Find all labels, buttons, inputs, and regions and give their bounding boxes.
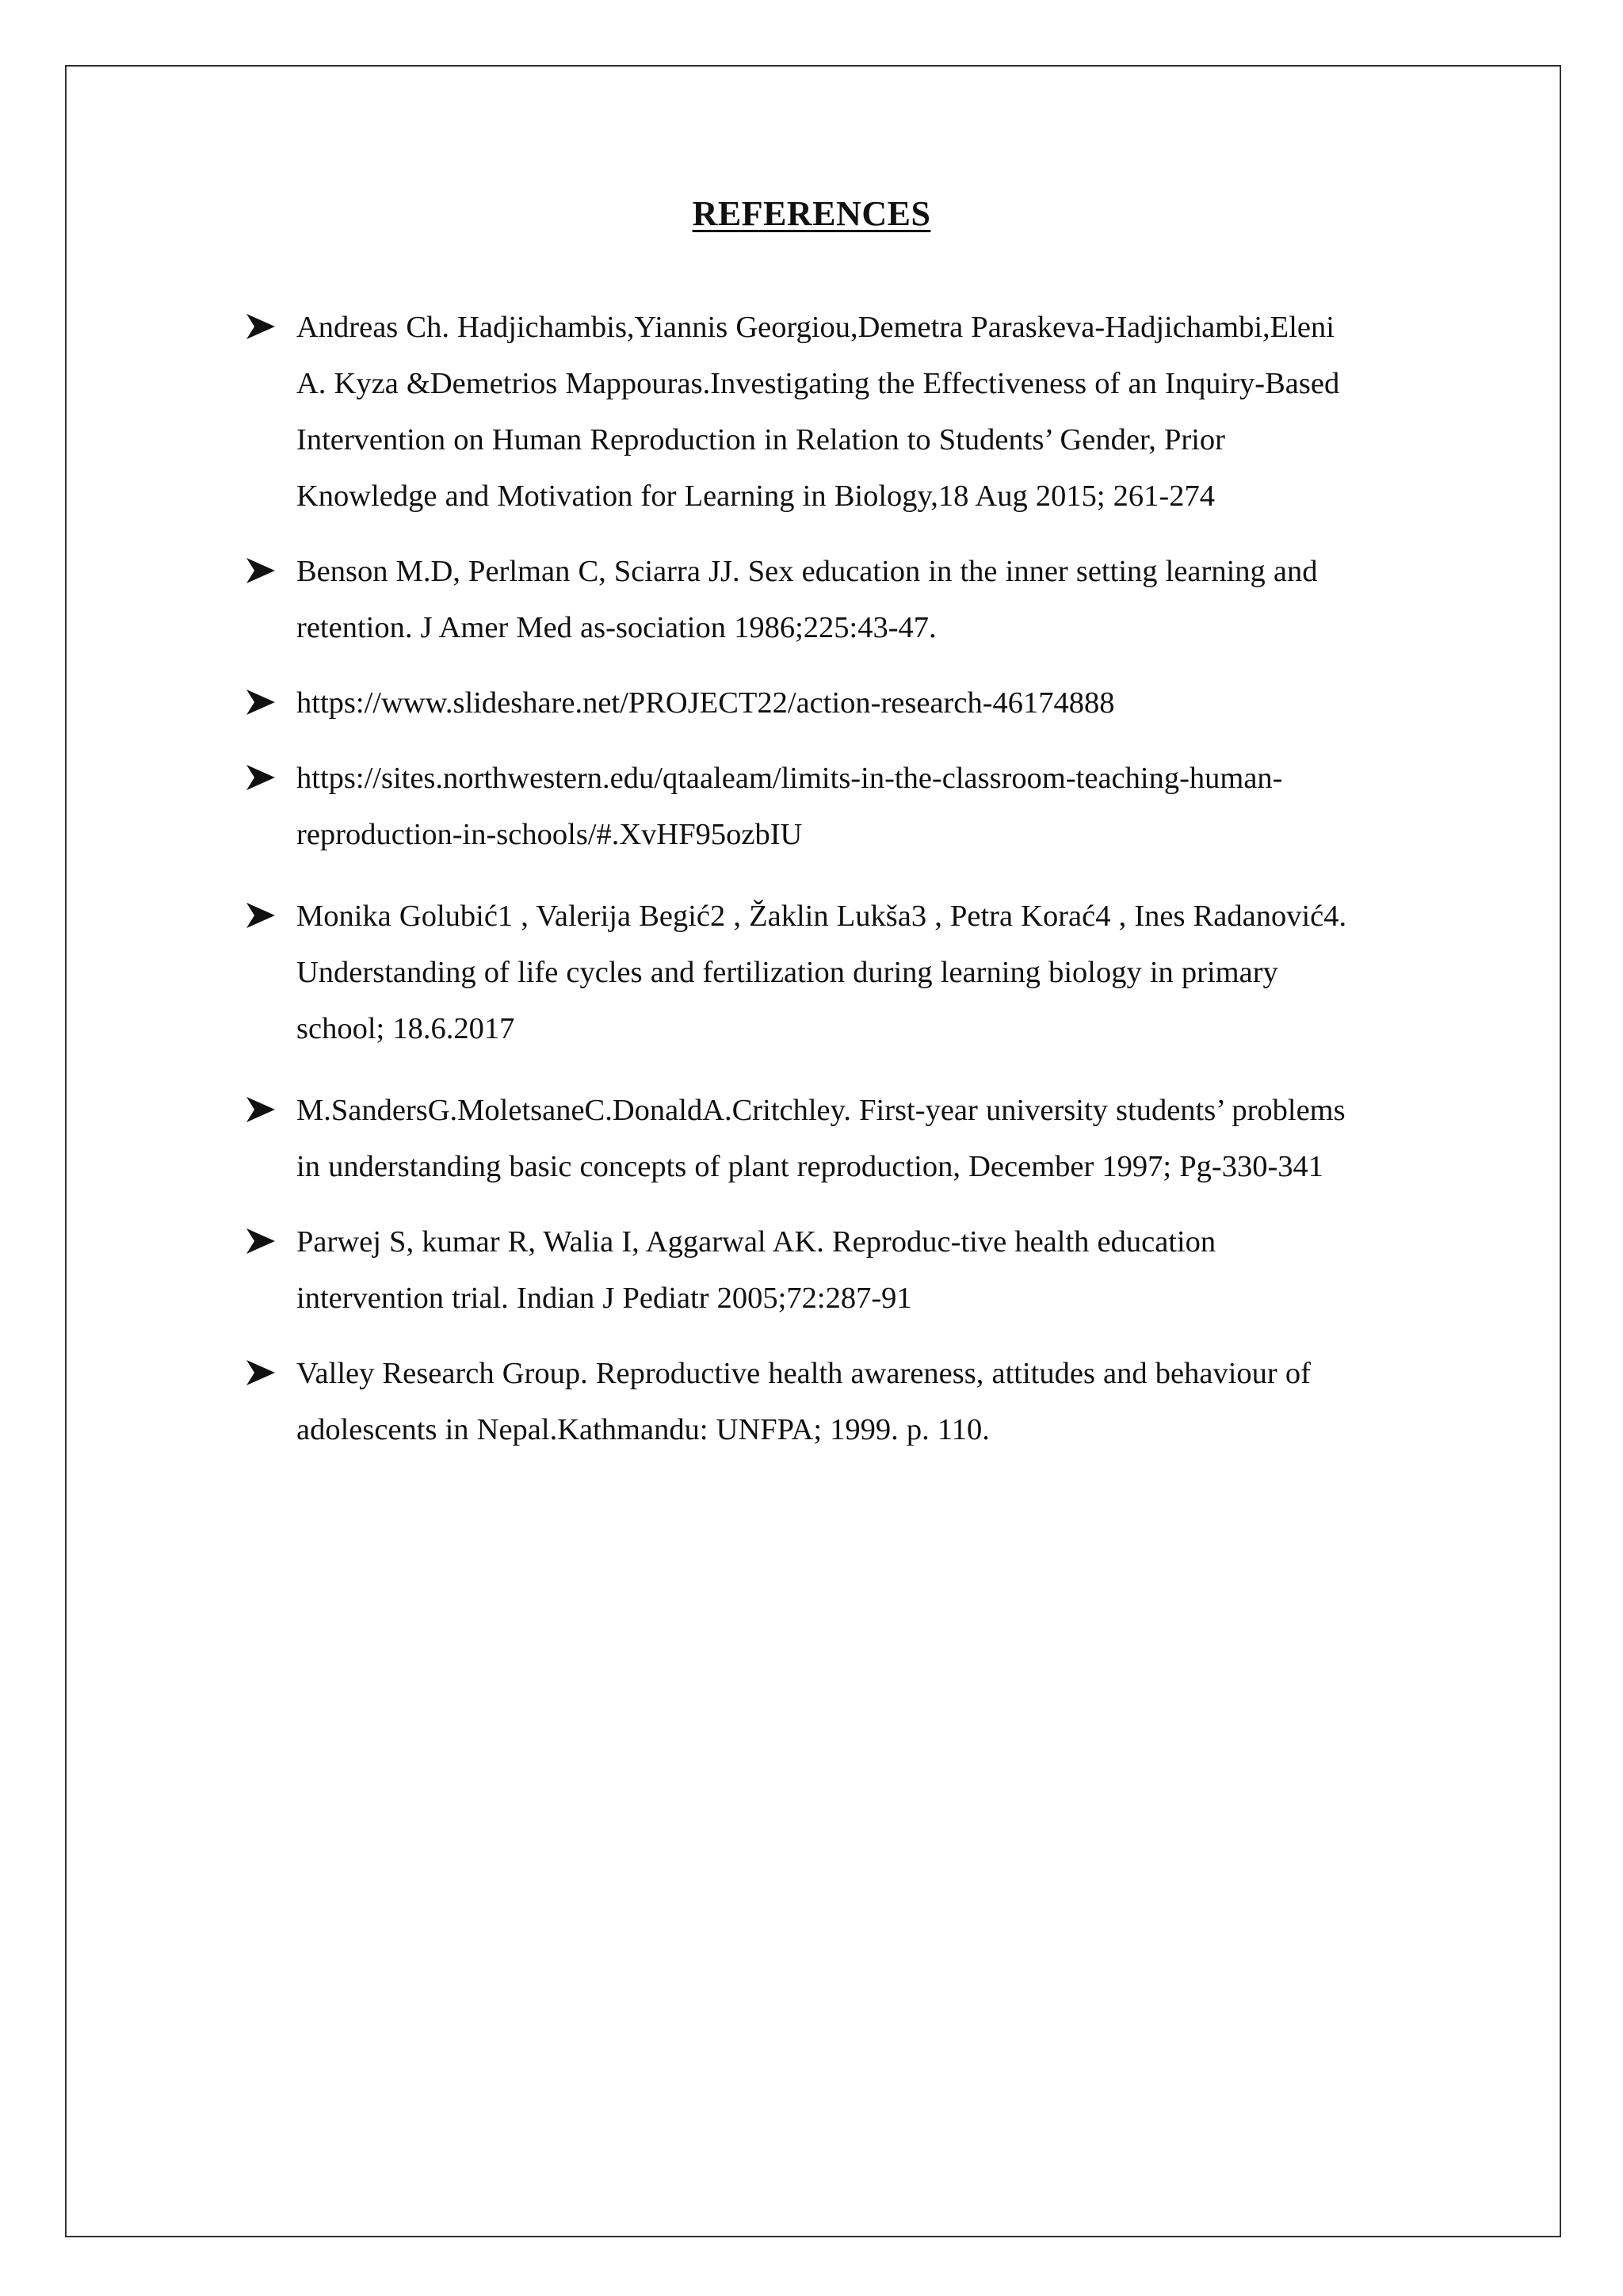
reference-item (250, 1346, 1447, 1458)
reference-link: https://sites.northwestern.edu/qtaaleam/limits-in-the-classroom-teaching-human- reproduction-in-schools/#.XvHF95ozbIU (296, 762, 1283, 851)
reference-text: Parwej S, kumar R, Walia I, Aggarwal AK. Reproduc-tive health education intervention trial. Indian J Pediatr 2005;72:287-91 (296, 1225, 1216, 1315)
reference-link: https://www.slideshare.net/PROJECT22/action-research-46174888 (296, 686, 1115, 720)
arrowhead-bullet-icon (247, 751, 279, 807)
reference-text: M.SandersG.MoletsaneC.DonaldA.Critchley. First-year university students’ problems in understanding basic concepts of plant reproduction, December 1997; Pg-330-341 (296, 1094, 1346, 1183)
reference-list (250, 300, 1447, 1471)
reference-item (250, 1083, 1447, 1195)
reference-text: Andreas Ch. Hadjichambis,Yiannis Georgiou,Demetra Paraskeva-Hadjichambi,Eleni A. Kyza &Demetrios Mappouras.Investigating the Effectiveness of an Inquiry-Based Intervention on Human Reproduction in Relation to Students’ Gender, Prior Knowledge and Motivation for Learning in Biology,18 Aug 2015; 261-274 (296, 311, 1340, 513)
arrowhead-bullet-icon (247, 888, 279, 945)
arrowhead-bullet-icon (247, 1083, 279, 1139)
reference-item (250, 675, 1447, 732)
reference-item (250, 1214, 1447, 1327)
reference-item (250, 888, 1447, 1057)
reference-item (250, 751, 1447, 863)
arrowhead-bullet-icon (247, 1214, 279, 1270)
arrowhead-bullet-icon (247, 1346, 279, 1402)
arrowhead-bullet-icon (247, 300, 279, 356)
arrowhead-bullet-icon (247, 544, 279, 600)
arrowhead-bullet-icon (247, 675, 279, 732)
reference-text: Benson M.D, Perlman C, Sciarra JJ. Sex education in the inner setting learning and retention. J Amer Med as-sociation 1986;225:43-47. (296, 555, 1318, 644)
reference-text: Monika Golubić1 , Valerija Begić2 , Žaklin Lukša3 , Petra Korać4 , Ines Radanović4. Understanding of life cycles and fertilization during learning biology in primary school; 18.6.2017 (296, 900, 1347, 1045)
reference-text: Valley Research Group. Reproductive health awareness, attitudes and behaviour of adolescents in Nepal.Kathmandu: UNFPA; 1999. p. 110. (296, 1357, 1311, 1446)
reference-item (250, 300, 1447, 525)
page-title: REFERENCES (692, 194, 931, 233)
reference-item (250, 544, 1447, 656)
